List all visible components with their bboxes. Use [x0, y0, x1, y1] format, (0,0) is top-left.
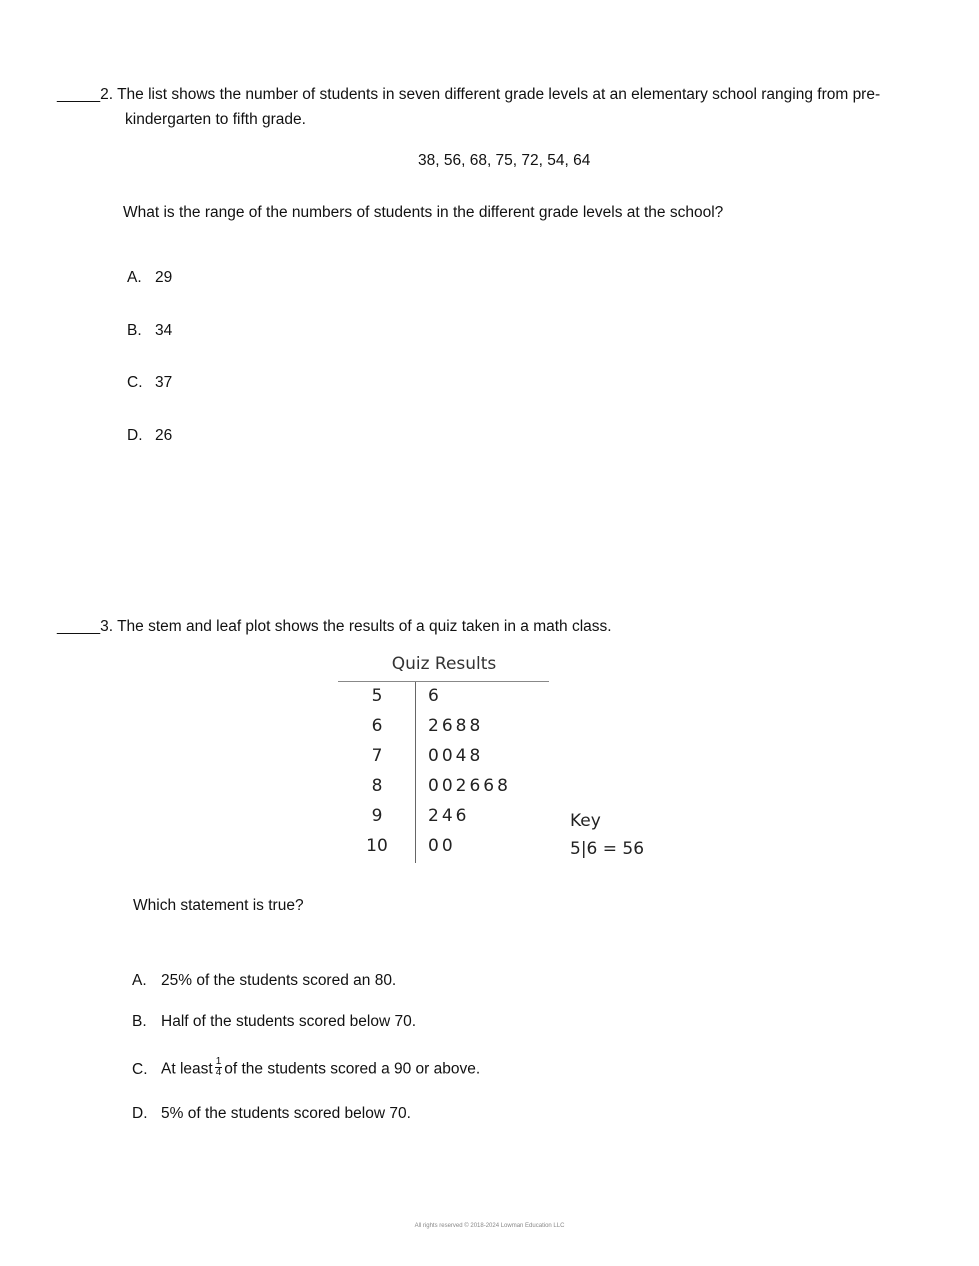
choice-letter: D.: [132, 1105, 148, 1122]
key-label: Key: [570, 811, 601, 831]
choice-3a[interactable]: [132, 972, 396, 990]
choice-3b[interactable]: [132, 1013, 416, 1031]
question-2-prompt-line-1: 2. The list shows the number of students in seven different grade levels at an elementary school ranging from pre-: [100, 86, 881, 103]
data-list: 38, 56, 68, 75, 72, 54, 64: [418, 152, 591, 169]
stem-3: 7: [371, 746, 383, 766]
choice-letter: C.: [132, 1060, 148, 1078]
leaves-6: 00: [428, 836, 456, 856]
choice-text: 26: [155, 427, 173, 444]
choice-text: 37: [155, 374, 173, 391]
plot-title: Quiz Results: [391, 654, 497, 674]
copyright-footer: All rights reserved © 2018-2024 Lowman Education LLC: [414, 1223, 565, 1229]
choice-text: 29: [155, 269, 173, 286]
leaves-1: 6: [428, 686, 442, 706]
fraction-numerator: 1: [215, 1056, 222, 1067]
choice-text: 34: [155, 322, 173, 339]
choice-text: 25% of the students scored an 80.: [161, 972, 397, 989]
choice-2b[interactable]: [127, 322, 172, 340]
stem-1: 5: [371, 686, 383, 706]
choice-letter: A.: [132, 972, 147, 989]
leaves-5: 246: [428, 806, 470, 826]
key-example: 5|6 = 56: [570, 839, 645, 859]
choice-3c[interactable]: [132, 1056, 481, 1080]
stem-5: 9: [371, 806, 383, 826]
choice-2c[interactable]: [127, 374, 172, 392]
choice-letter: C.: [127, 374, 143, 391]
stem-2: 6: [371, 716, 383, 736]
stem-4: 8: [371, 776, 383, 796]
question-3-line-1: [57, 614, 612, 639]
leaves-3: 0048: [428, 746, 484, 766]
plot-header-rule: [338, 681, 549, 682]
answer-blank[interactable]: _____: [57, 86, 101, 103]
question-3-question: Which statement is true?: [133, 897, 304, 914]
question-2-question: What is the range of the numbers of students in the different grade levels at the school?: [123, 204, 724, 221]
choice-letter: D.: [127, 427, 143, 444]
fraction-one-quarter: [215, 1057, 223, 1078]
fraction-denominator: 4: [215, 1067, 222, 1078]
choice-text-before: At least: [161, 1060, 213, 1078]
choice-text: Half of the students scored below 70.: [161, 1013, 417, 1030]
choice-text: 5% of the students scored below 70.: [161, 1105, 411, 1122]
choice-letter: A.: [127, 269, 142, 286]
question-2-line-1: [57, 82, 880, 107]
choice-2a[interactable]: [127, 269, 172, 287]
choice-3d[interactable]: [132, 1105, 411, 1123]
choice-letter: B.: [132, 1013, 147, 1030]
leaves-4: 002668: [428, 776, 511, 796]
choice-2d[interactable]: [127, 427, 172, 445]
answer-blank[interactable]: _____: [57, 618, 101, 635]
choice-letter: B.: [127, 322, 142, 339]
question-2-prompt-line-2: kindergarten to fifth grade.: [125, 111, 306, 128]
leaves-2: 2688: [428, 716, 484, 736]
stem-6: 10: [366, 836, 388, 856]
question-3-prompt: 3. The stem and leaf plot shows the results of a quiz taken in a math class.: [100, 618, 612, 635]
choice-text-after: of the students scored a 90 or above.: [224, 1060, 481, 1078]
